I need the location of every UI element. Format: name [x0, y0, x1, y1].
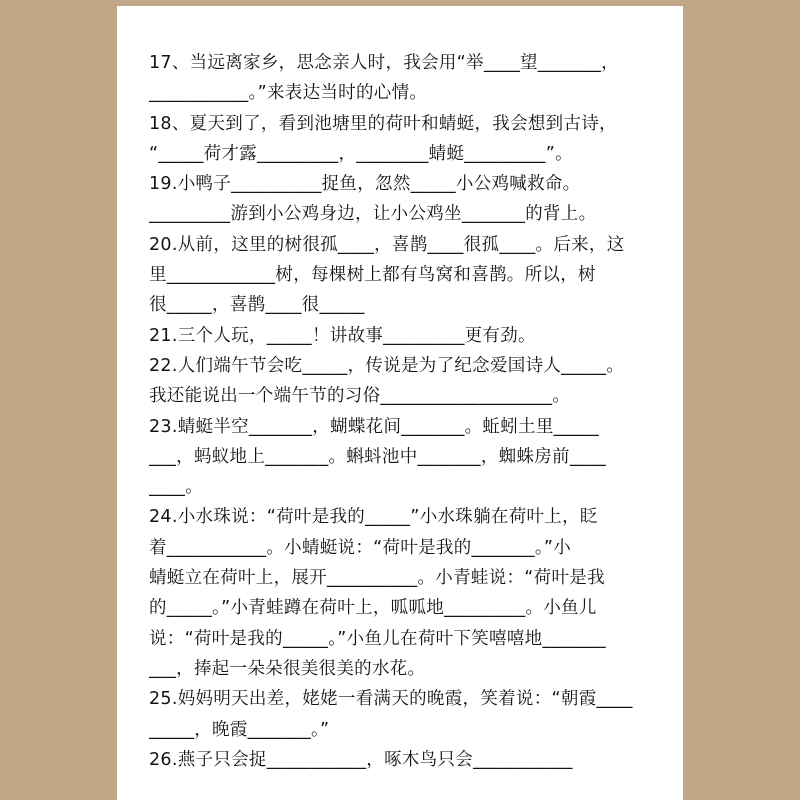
worksheet-line: 里____________树，每棵树上都有鸟窝和喜鹊。所以，树 [149, 265, 596, 286]
worksheet-page [117, 6, 683, 800]
worksheet-line: ____。 [149, 477, 203, 498]
worksheet-line: 23.蜻蜓半空_______，蝴蝶花间_______。蚯蚓土里_____ [149, 416, 599, 437]
worksheet-line: 20.从前，这里的树很孤____，喜鹊____很孤____。后来，这 [149, 234, 625, 255]
worksheet-line: 很_____，喜鹊____很_____ [149, 295, 365, 316]
worksheet-lines [149, 48, 669, 775]
worksheet-line: ___，蚂蚁地上_______。蝌蚪池中_______，蜘蛛房前____ [149, 446, 607, 467]
worksheet-line: “_____荷才露_________，________蜻蜓_________”。 [149, 143, 573, 164]
worksheet-line: 我还能说出一个端午节的习俗___________________。 [149, 386, 571, 407]
worksheet-line: 17、当远离家乡，思念亲人时，我会用“举____望_______， [149, 53, 619, 73]
worksheet-line: 的_____。”小青蛙蹲在荷叶上，呱呱地_________。小鱼儿 [149, 598, 597, 619]
worksheet-line: ___，捧起一朵朵很美很美的水花。 [149, 658, 426, 679]
worksheet-line: 26.燕子只会捉___________，啄木鸟只会___________ [149, 749, 573, 770]
worksheet-line: 21.三个人玩，_____！讲故事_________更有劲。 [149, 325, 536, 346]
worksheet-line: 19.小鸭子__________捉鱼，忽然_____小公鸡喊救命。 [149, 174, 581, 195]
worksheet-line: 22.人们端午节会吃_____，传说是为了纪念爱国诗人_____。 [149, 355, 625, 376]
worksheet-line: ___________。”来表达当时的心情。 [149, 83, 428, 104]
worksheet-line: 18、夏天到了，看到池塘里的荷叶和蜻蜓，我会想到古诗， [149, 113, 617, 134]
worksheet-line: 蜻蜓立在荷叶上，展开__________。小青蛙说：“荷叶是我 [149, 568, 605, 589]
worksheet-line: 24.小水珠说：“荷叶是我的_____”小水珠躺在荷叶上，眨 [149, 507, 598, 528]
worksheet-line: 着___________。小蜻蜓说：“荷叶是我的_______。”小 [149, 537, 572, 558]
worksheet-line: _________游到小公鸡身边，让小公鸡坐_______的背上。 [149, 204, 597, 225]
worksheet-line: 说：“荷叶是我的_____。”小鱼儿在荷叶下笑嘻嘻地_______ [149, 628, 606, 649]
worksheet-line: _____，晚霞_______。” [149, 719, 330, 740]
worksheet-line: 25.妈妈明天出差，姥姥一看满天的晚霞，笑着说：“朝霞____ [149, 689, 633, 710]
